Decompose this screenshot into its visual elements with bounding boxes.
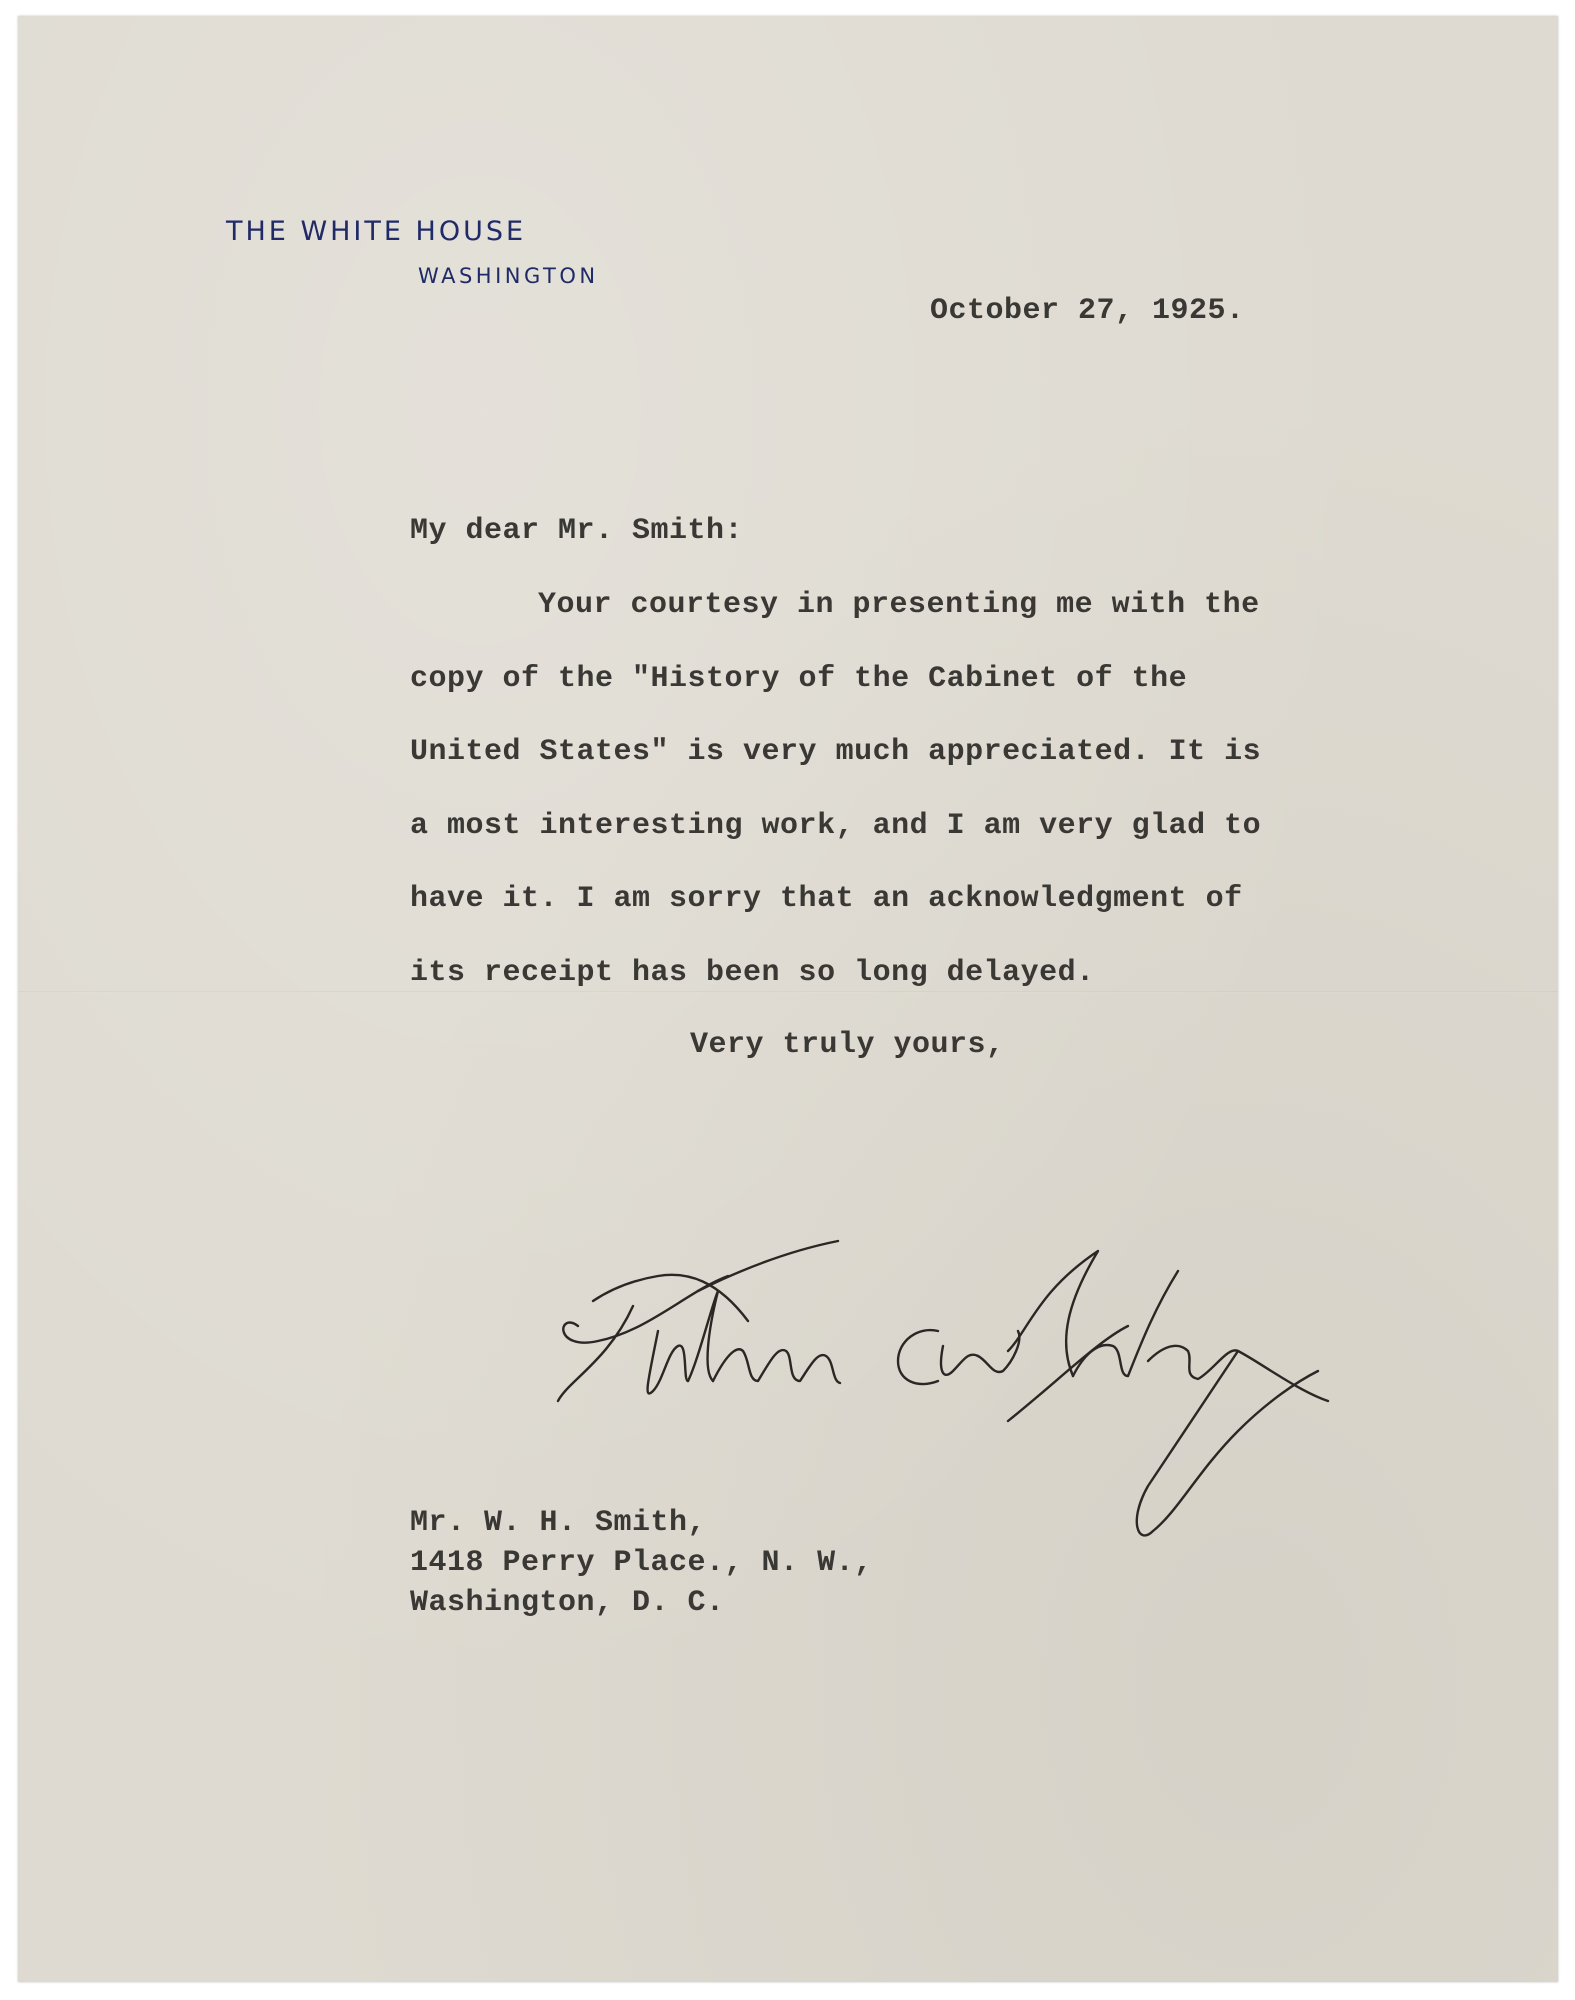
letterhead-subtitle: WASHINGTON (418, 264, 599, 288)
body-line-2: copy of the "History of the Cabinet of the (410, 662, 1188, 696)
closing: Very truly yours, (690, 1028, 1005, 1062)
letterhead-title: THE WHITE HOUSE (226, 216, 527, 247)
address-line-2: 1418 Perry Place., N. W., (410, 1546, 873, 1580)
paper-fold (18, 991, 1558, 993)
body-line-5: have it. I am sorry that an acknowledgment of (410, 882, 1243, 916)
address-line-3: Washington, D. C. (410, 1586, 725, 1620)
body-line-6: its receipt has been so long delayed. (410, 956, 1095, 990)
salutation: My dear Mr. Smith: (410, 514, 744, 548)
body-line-3: United States" is very much appreciated. It is (410, 735, 1262, 769)
letter-date: October 27, 1925. (930, 294, 1245, 328)
letter-sheet (18, 16, 1558, 1982)
body-line-1: Your courtesy in presenting me with the (538, 588, 1260, 622)
address-line-1: Mr. W. H. Smith, (410, 1506, 707, 1540)
body-line-4: a most interesting work, and I am very glad to (410, 809, 1262, 843)
